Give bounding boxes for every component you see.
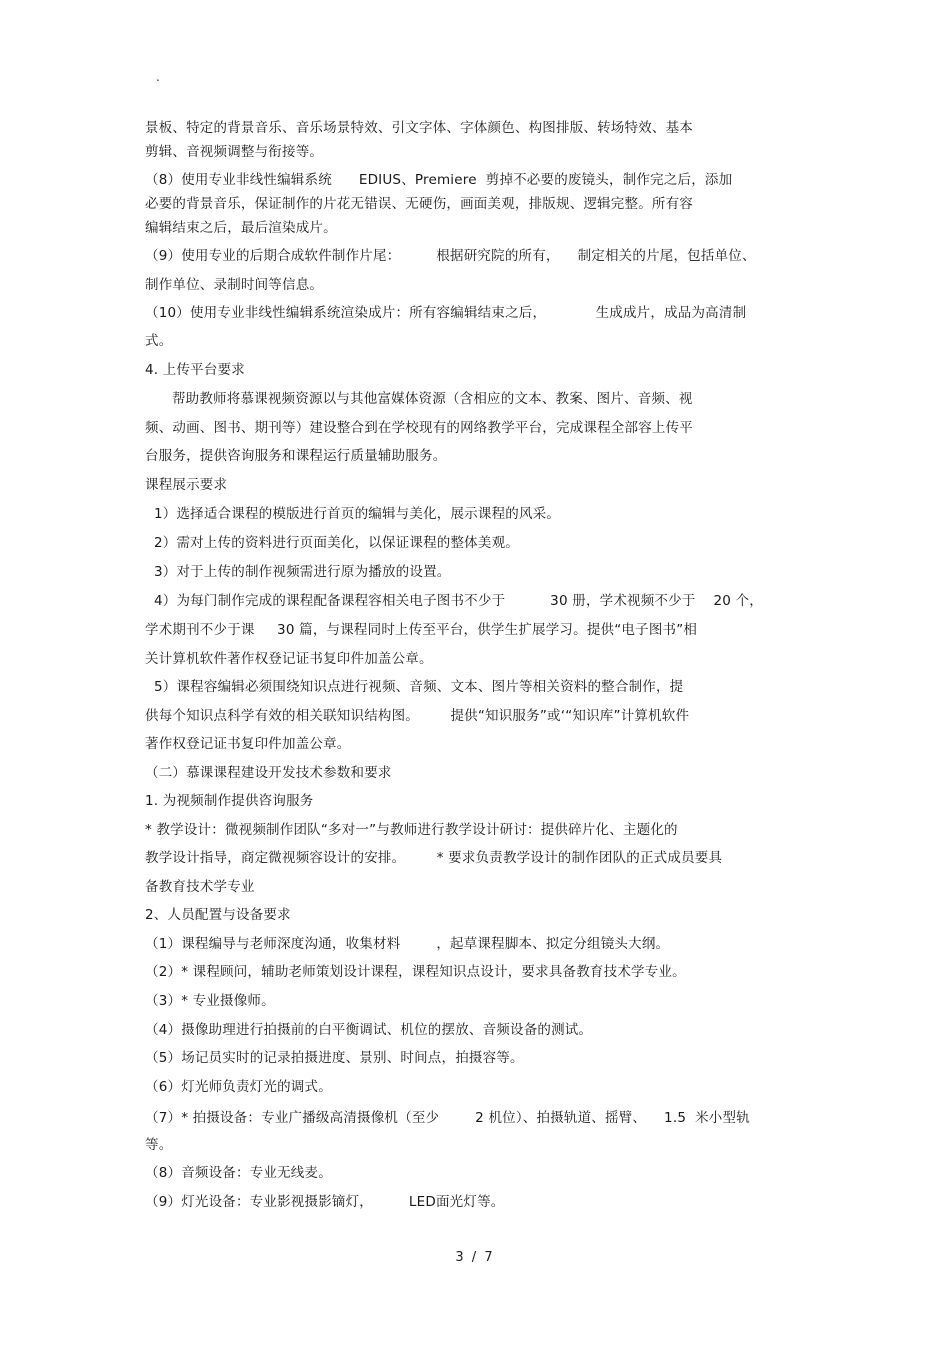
text-line: （5）场记员实时的记录拍摄进度、景别、时间点，拍摄容等。: [145, 1050, 524, 1066]
text-line: （8）音频设备：专业无线麦。: [145, 1165, 332, 1181]
text-line: （1）课程编导与老师深度沟通，收集材料 ，起草课程脚本、拟定分组镜头大纲。: [145, 936, 670, 952]
text-line: 4. 上传平台要求: [145, 362, 245, 378]
text-line: 课程展示要求: [145, 477, 228, 493]
text-line: 4）为每门制作完成的课程配备课程容相关电子图书不少于 30 册，学术视频不少于 20 个，: [145, 593, 763, 609]
text-line: 剪辑、音视频调整与衔接等。: [145, 144, 324, 160]
text-line: 备教育技术学专业: [145, 879, 255, 895]
text-line: 教学设计指导，商定微视频容设计的安排。 * 要求负责教学设计的制作团队的正式成员要具: [145, 850, 723, 866]
text-line: 供每个知识点科学有效的相关联知识结构图。 提供“知识服务”或‘“知识库”计算机软件: [145, 708, 690, 724]
text-line: 制作单位、录制时间等信息。: [145, 277, 324, 293]
text-line: （8）使用专业非线性编辑系统 EDIUS、Premiere 剪掉不必要的废镜头，制作完之后，添加: [145, 172, 733, 188]
text-line: （9）使用专业的后期合成软件制作片尾： 根据研究院的所有， 制定相关的片尾，包括单位、: [145, 248, 756, 264]
text-line: （7）* 拍摄设备：专业广播级高清摄像机（至少 2 机位）、拍摄轨道、摇臂、 1.5 米小型轨: [145, 1110, 750, 1126]
text-line: 2、人员配置与设备要求: [145, 907, 291, 923]
text-line: （2）* 课程顾问，辅助老师策划设计课程，课程知识点设计，要求具备教育技术学专业。: [145, 964, 686, 980]
text-line: 2）需对上传的资料进行页面美化，以保证课程的整体美观。: [145, 535, 519, 551]
text-line: （二）慕课课程建设开发技术参数和要求: [145, 765, 392, 781]
text-line: 必要的背景音乐，保证制作的片花无错误、无硬伤，画面美观，排版规、逻辑完整。所有容: [145, 196, 693, 212]
text-line: 频、动画、图书、期刊等）建设整合到在学校现有的网络教学平台，完成课程全部容上传平: [145, 420, 693, 436]
text-line: 式。: [145, 333, 173, 349]
text-line: （6）灯光师负责灯光的调式。: [145, 1079, 332, 1095]
header-mark: .: [156, 70, 160, 84]
text-line: * 教学设计：微视频制作团队“多对一”与教师进行教学设计研讨：提供碎片化、主题化的: [145, 822, 678, 838]
text-line: 编辑结束之后，最后渲染成片。: [145, 220, 337, 236]
text-line: 关计算机软件著作权登记证书复印件加盖公章。: [145, 651, 433, 667]
text-line: 等。: [145, 1137, 173, 1153]
text-line: （3）* 专业摄像师。: [145, 993, 275, 1009]
text-line: 景板、特定的背景音乐、音乐场景特效、引文字体、字体颜色、构图排版、转场特效、基本: [145, 120, 693, 136]
text-line: 5）课程容编辑必须围绕知识点进行视频、音频、文本、图片等相关资料的整合制作，提: [145, 679, 684, 695]
text-line: 帮助教师将慕课视频资源以与其他富媒体资源（含相应的文本、教案、图片、音频、视: [145, 391, 693, 407]
text-line: 1）选择适合课程的模版进行首页的编辑与美化，展示课程的风采。: [145, 506, 561, 522]
text-line: 3）对于上传的制作视频需进行原为播放的设置。: [145, 564, 451, 580]
text-line: 著作权登记证书复印件加盖公章。: [145, 736, 351, 752]
text-line: 台服务，提供咨询服务和课程运行质量辅助服务。: [145, 448, 447, 464]
text-line: 1. 为视频制作提供咨询服务: [145, 793, 314, 809]
page-number: 3 / 7: [455, 1250, 495, 1265]
text-line: 学术期刊不少于课 30 篇，与课程同时上传至平台，供学生扩展学习。提供“电子图书”相: [145, 622, 698, 638]
text-line: （9）灯光设备：专业影视摄影镝灯， LED面光灯等。: [145, 1194, 505, 1210]
text-line: （10）使用专业非线性编辑系统渲染成片：所有容编辑结束之后， 生成成片，成品为高清制: [145, 305, 747, 321]
text-line: （4）摄像助理进行拍摄前的白平衡调试、机位的摆放、音频设备的测试。: [145, 1022, 593, 1038]
